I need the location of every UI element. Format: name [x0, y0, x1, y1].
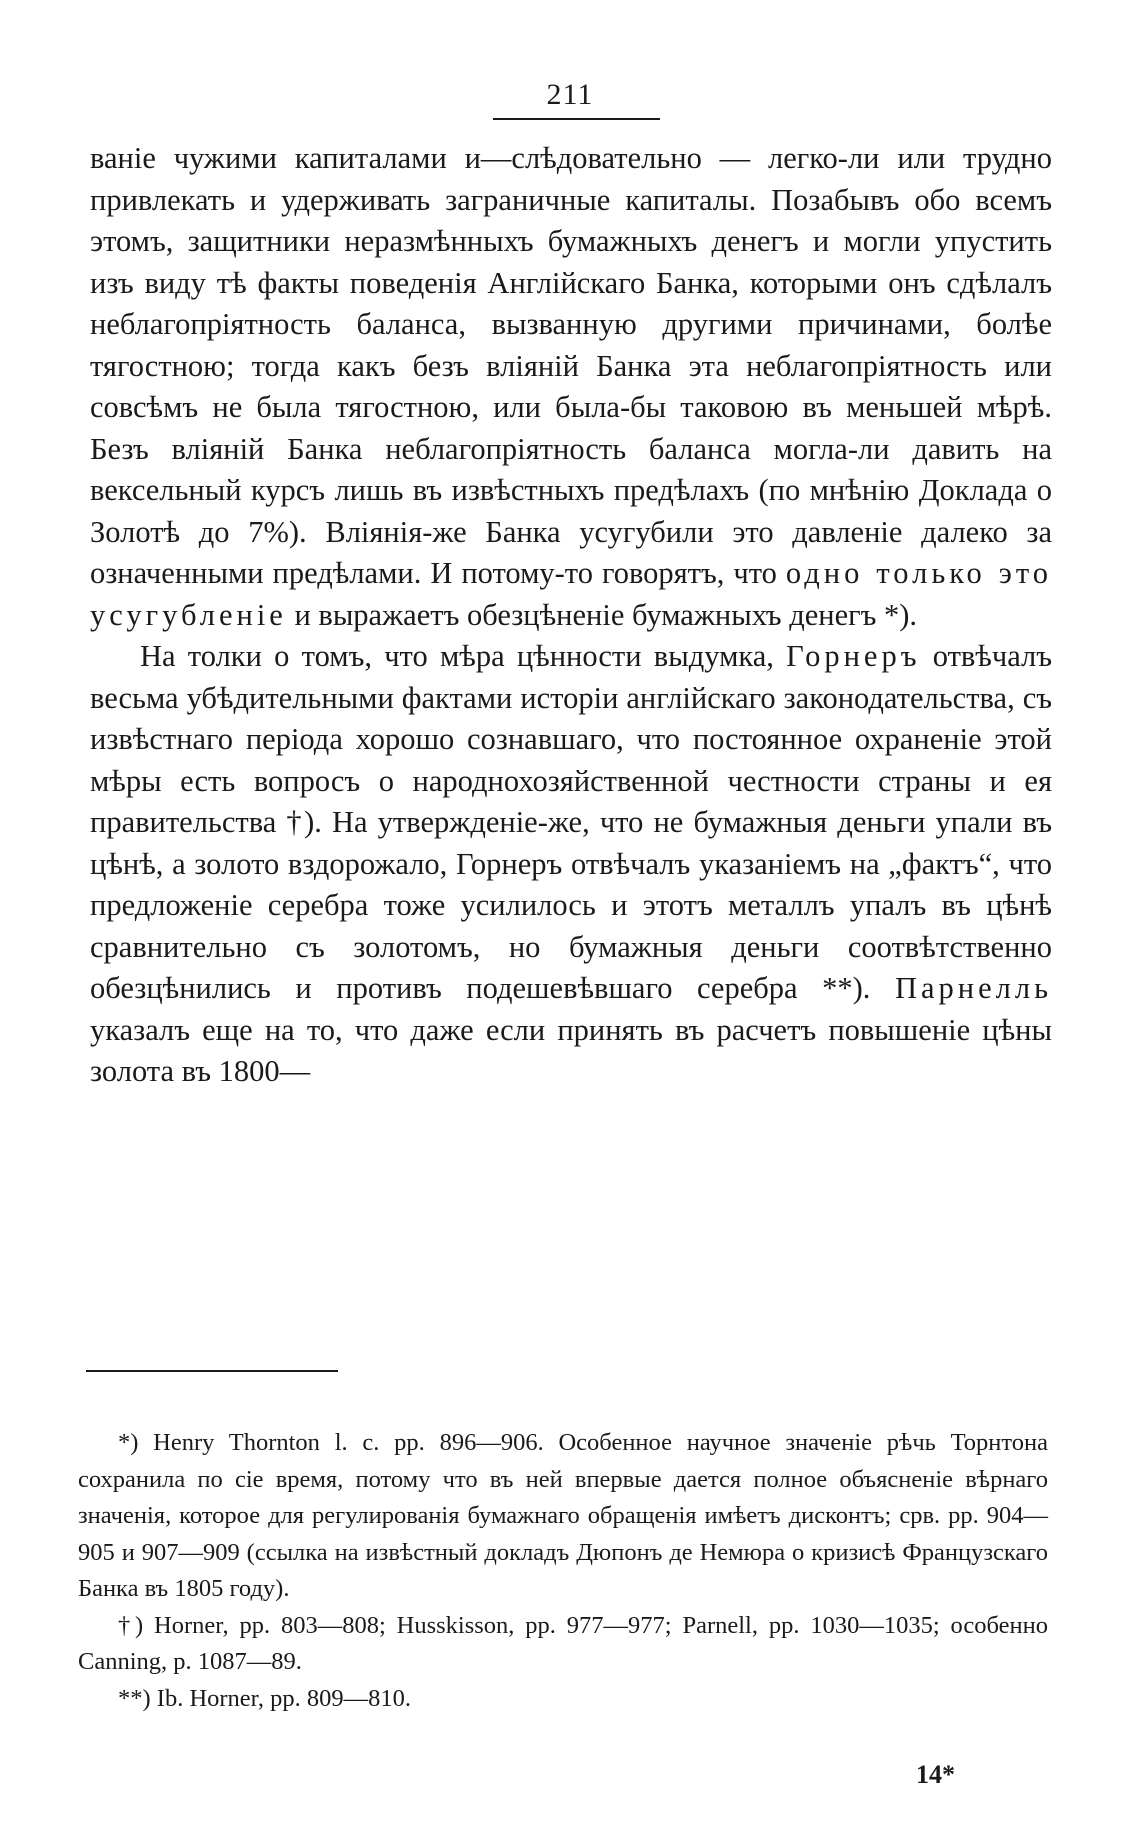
name-parnell: Парнелль: [894, 971, 1052, 1005]
paragraph-1: [90, 138, 1052, 636]
paragraph-2-middle: отвѣчалъ весьма убѣдительными фактами исторіи англійскаго законодательства, съ извѣстнаго періода хорошо сознавшаго, что постоянное охраненіе этой мѣры есть вопросъ о народнохозяйственной честности страны и ея правительства †). На утвержденіе-же, что не бумажныя деньги упали въ цѣнѣ, а золото вздорожало, Горнеръ отвѣчалъ указаніемъ на „фактъ“, что предложеніе серебра тоже усилилось и этотъ металлъ упалъ въ цѣнѣ сравнительно съ золотомъ, но бумажныя деньги соотвѣтственно обезцѣнились и противъ подешевѣвшаго серебра **).: [90, 639, 1053, 1005]
footnote-3: **) Ib. Horner, pp. 809—810.: [118, 1684, 411, 1712]
footnotes: [78, 1425, 1048, 1717]
page-number: 211: [546, 78, 594, 111]
footnote-1: *) Henry Thornton l. c. pp. 896—906. Особенное научное значеніе рѣчь Торнтона сохранила по сіе время, потому что въ ней впервые дается полное объясненіе вѣрнаго значенія, которое для регулированія бумажнаго обращенія имѣетъ дисконтъ; срв. pp. 904—905 и 907—909 (ссылка на извѣстный докладъ Дюпонъ де Немюра о кризисѣ Французскаго Банка въ 1805 году).: [78, 1429, 1048, 1602]
paragraph-2-start: На толки о томъ, что мѣра цѣнности выдумка,: [140, 639, 774, 673]
signature-mark: 14*: [916, 1760, 955, 1789]
footnote-rule: [86, 1370, 338, 1372]
footnote-2: †) Horner, pp. 803—808; Husskisson, pp. 977—977; Parnell, pp. 1030—1035; особенно Canning, p. 1087—89.: [78, 1611, 1048, 1675]
page-number-rule: [493, 118, 660, 120]
emphasized-phrase: одно только это усугубленіе: [90, 556, 1053, 632]
paragraph-1-text: ваніе чужими капиталами и—слѣдовательно — легко-ли или трудно привлекать и удерживать заграничные капиталы. Позабывъ обо всемъ этомъ, защитники неразмѣнныхъ бумажныхъ денегъ и могли упустить изъ виду тѣ факты поведенія Англійскаго Банка, которыми онъ сдѣлалъ неблагопріятность баланса, вызванную другими причинами, болѣе тягостною; тогда какъ безъ вліяній Банка эта неблагопріятность или совсѣмъ не была тягостною, или была-бы таковою въ меньшей мѣрѣ. Безъ вліяній Банка неблагопріятность баланса могла-ли давить на вексельный курсъ лишь въ извѣстныхъ предѣлахъ (по мнѣнію Доклада о Золотѣ до 7%). Вліянія-же Банка усугубили это давленіе далеко за означенными предѣлами. И потому-то говорятъ, что: [90, 141, 1052, 590]
name-horner: Горнеръ: [786, 639, 921, 673]
main-text: [90, 138, 1052, 1093]
paragraph-2: [90, 636, 1052, 1093]
paragraph-1-end: и выражаетъ обезцѣненіе бумажныхъ денегъ *).: [294, 597, 918, 632]
paragraph-2-end: указалъ еще на то, что даже если принять въ расчетъ повышеніе цѣны золота въ 1800—: [90, 1012, 1052, 1088]
